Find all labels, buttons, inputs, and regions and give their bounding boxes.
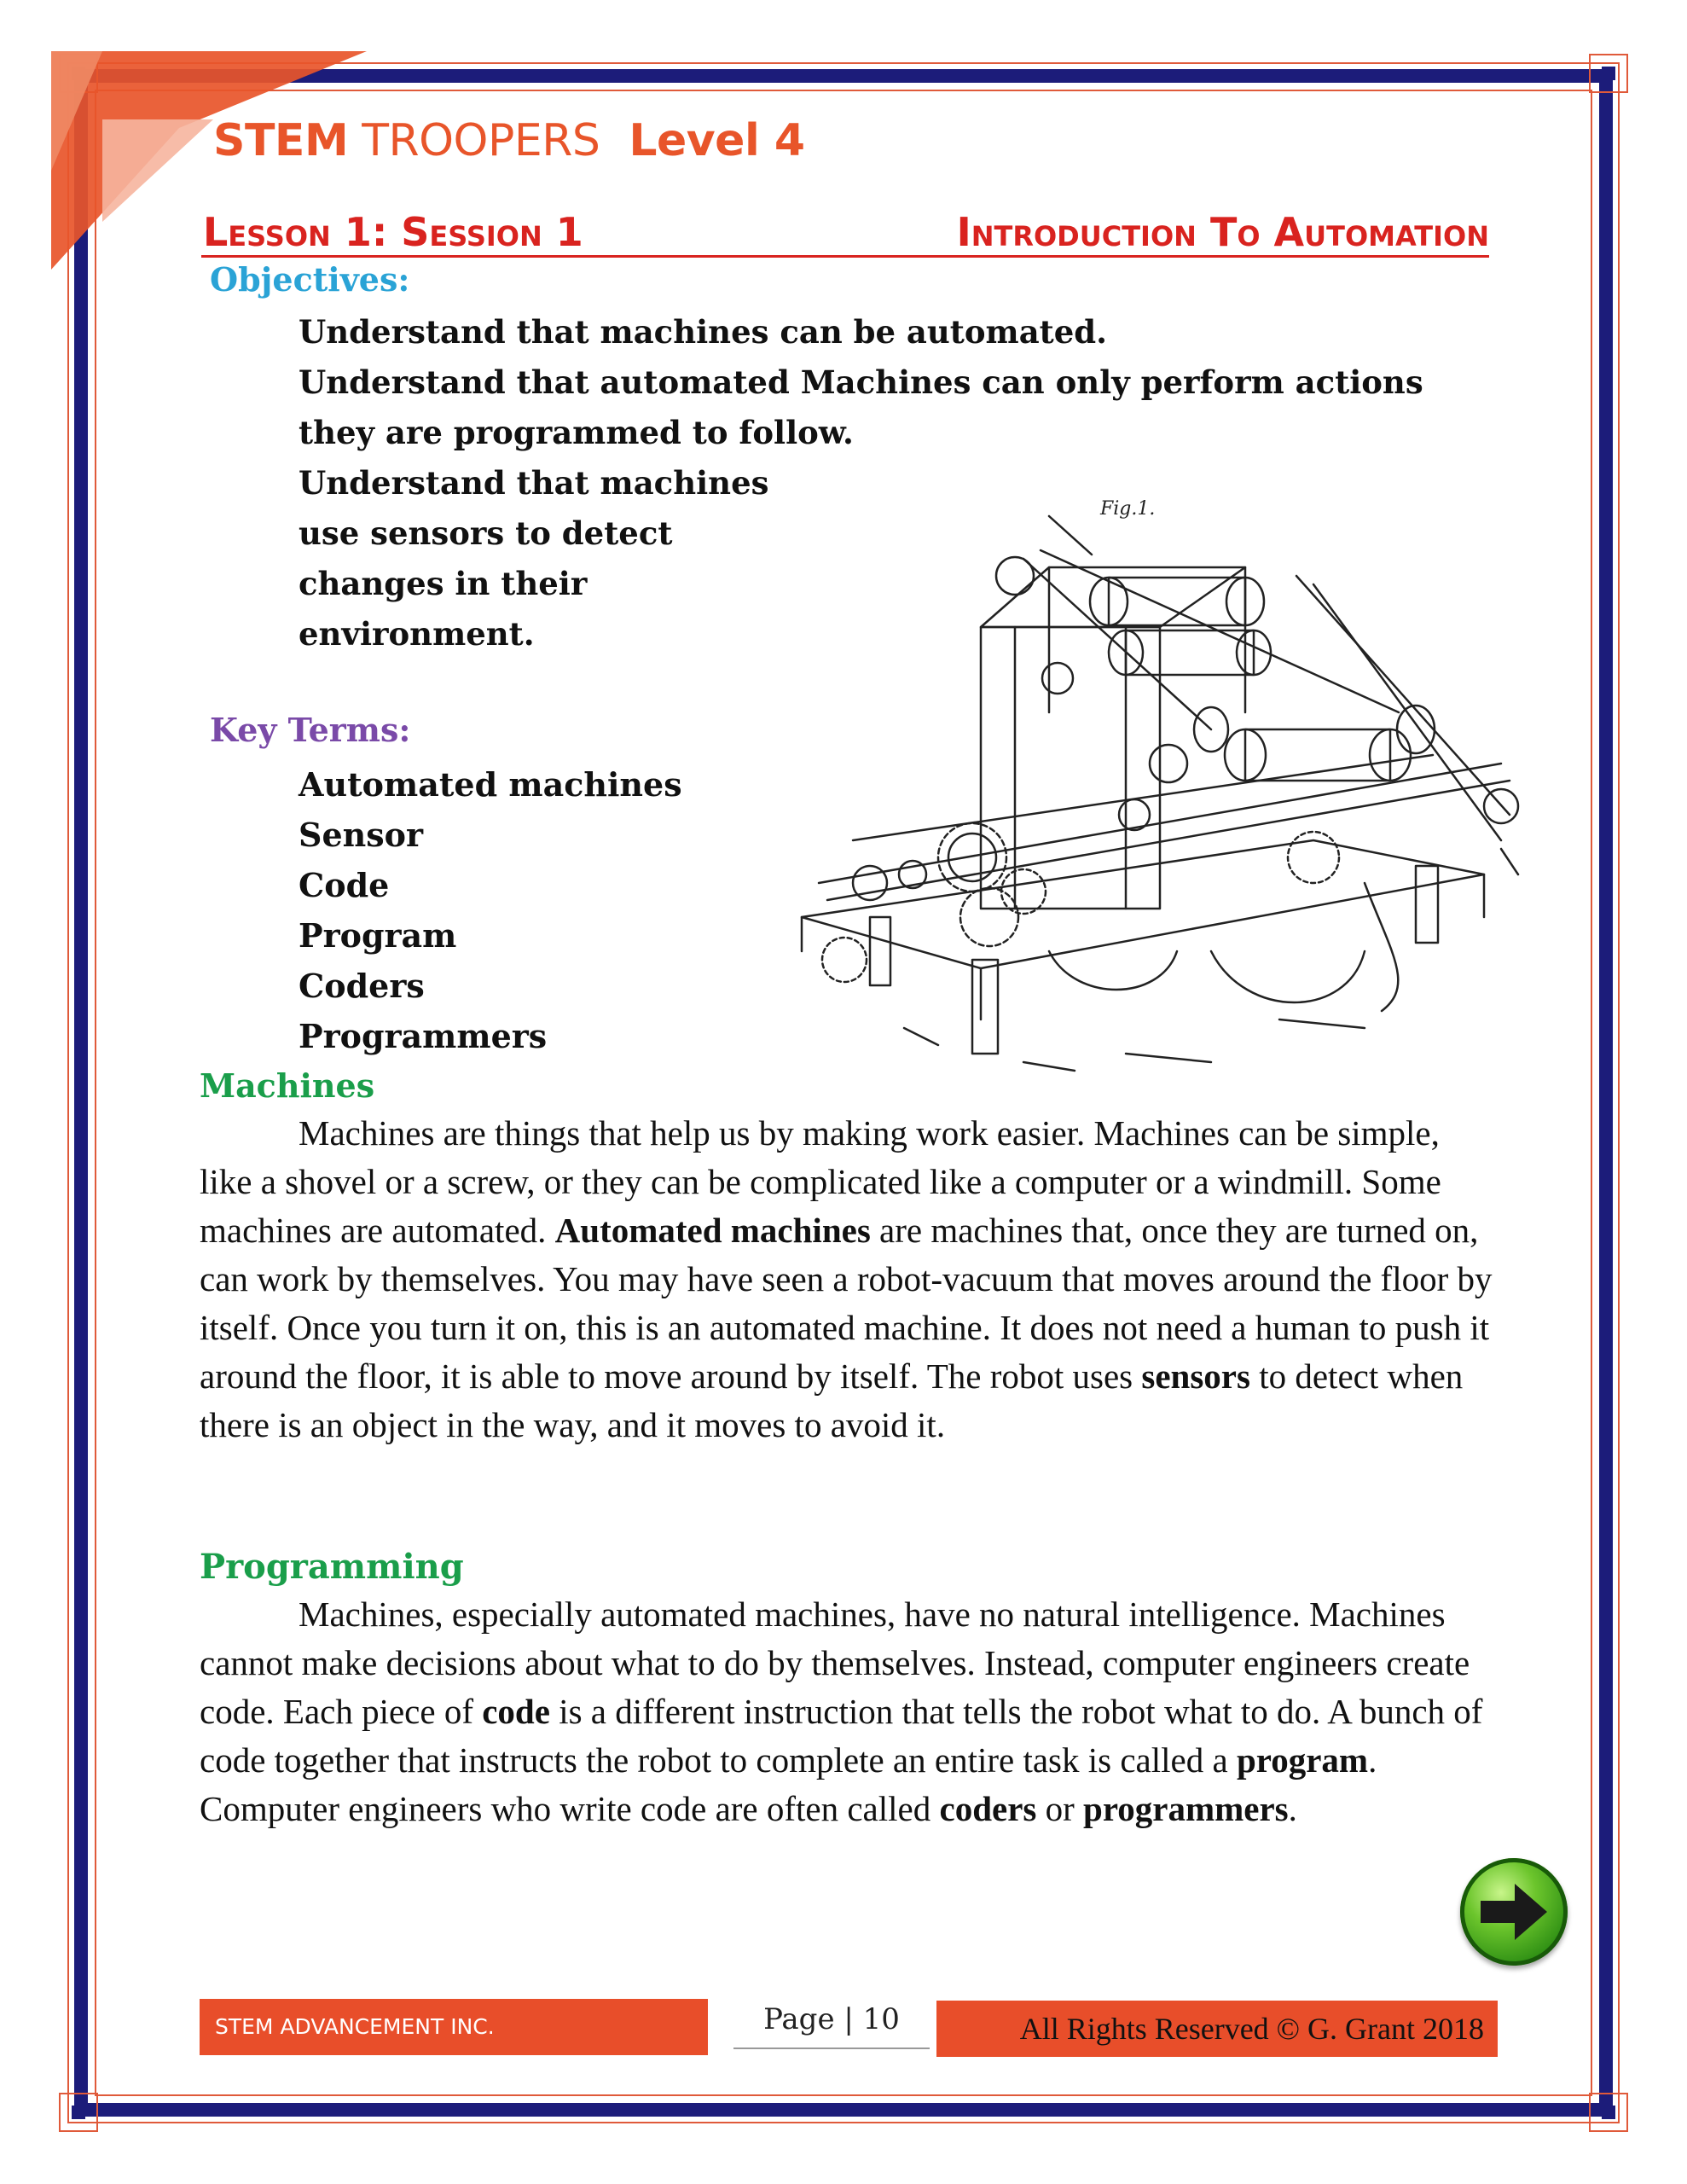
footer-organization: STEM ADVANCEMENT INC. [200,1999,708,2055]
series-title [213,115,805,166]
term-code: code [482,1692,550,1731]
term-automated-machines: Automated machines [554,1211,871,1250]
machines-paragraph [200,1109,1496,1449]
brand-stem: STEM [213,115,349,166]
machines-text: Machines are things that help us by making work easier. Machines can be simple, like a shovel or a screw, or they can be complicated like a computer or a windmill. Some machines are automated. [200,1113,1441,1250]
machine-illustration [768,473,1535,1088]
programming-text: . Computer engineers who write code are often called [200,1740,1377,1828]
page-number-value: 10 [862,2002,900,2036]
programming-heading: Programming [200,1547,464,1587]
arrow-right-icon [1475,1877,1552,1947]
key-terms-list [299,759,682,1061]
footer-divider [733,2048,930,2049]
key-terms-heading: Key Terms: [210,711,411,749]
lesson-session: Lesson 1: Session 1 [203,209,583,255]
lesson-header [201,209,1489,258]
programming-text: Machines, especially automated machines, have no natural intelligence. Machines cannot make decisions about what to do by themselves. Instead, computer engineers create code. Each piece of [200,1594,1470,1731]
page-label: Page [763,2002,835,2036]
programming-paragraph [200,1590,1496,1833]
footer-copyright: All Rights Reserved © G. Grant 2018 [936,2001,1498,2057]
key-term: Code [299,866,390,904]
objective-item: Understand that machines can be automated. [299,313,1108,351]
programming-text: or [1036,1789,1084,1828]
key-term: Sensor [299,816,424,854]
key-term: Programmers [299,1017,548,1055]
next-page-button[interactable] [1460,1858,1568,1966]
term-coders: coders [939,1789,1037,1828]
term-programmers: programmers [1083,1789,1289,1828]
level-label: Level 4 [629,115,805,166]
brand-troopers: TROOPERS [362,115,600,166]
term-sensors: sensors [1141,1356,1250,1396]
term-program: program [1236,1740,1369,1780]
lesson-topic: Introduction To Automation [956,209,1489,255]
programming-text: is a different instruction that tells the robot what to do. A bunch of code together that instructs the robot to complete an entire task is called a [200,1692,1483,1780]
machines-text: to detect when there is an object in the way, and it moves to avoid it. [200,1356,1464,1444]
key-term: Program [299,916,457,955]
machines-text: are machines that, once they are turned on, can work by themselves. You may have seen a robot-vacuum that moves around the floor by itself. Once you turn it on, this is an automated machine. It does not need a human to push it around the floor, it is able to move around by itself. The robot uses [200,1211,1493,1396]
key-term: Automated machines [299,765,682,804]
programming-text: . [1288,1789,1297,1828]
page-number [751,2002,913,2036]
figure-label: Fig.1. [1100,498,1156,520]
objective-item: Understand that machines use sensors to detect changes in their environment. [299,464,769,653]
key-term: Coders [299,967,425,1005]
objective-item: Understand that automated Machines can only perform actions they are programmed to follow. [299,363,1423,451]
page-separator: | [844,2002,854,2036]
machines-heading: Machines [200,1066,375,1105]
objectives-heading: Objectives: [210,260,410,299]
